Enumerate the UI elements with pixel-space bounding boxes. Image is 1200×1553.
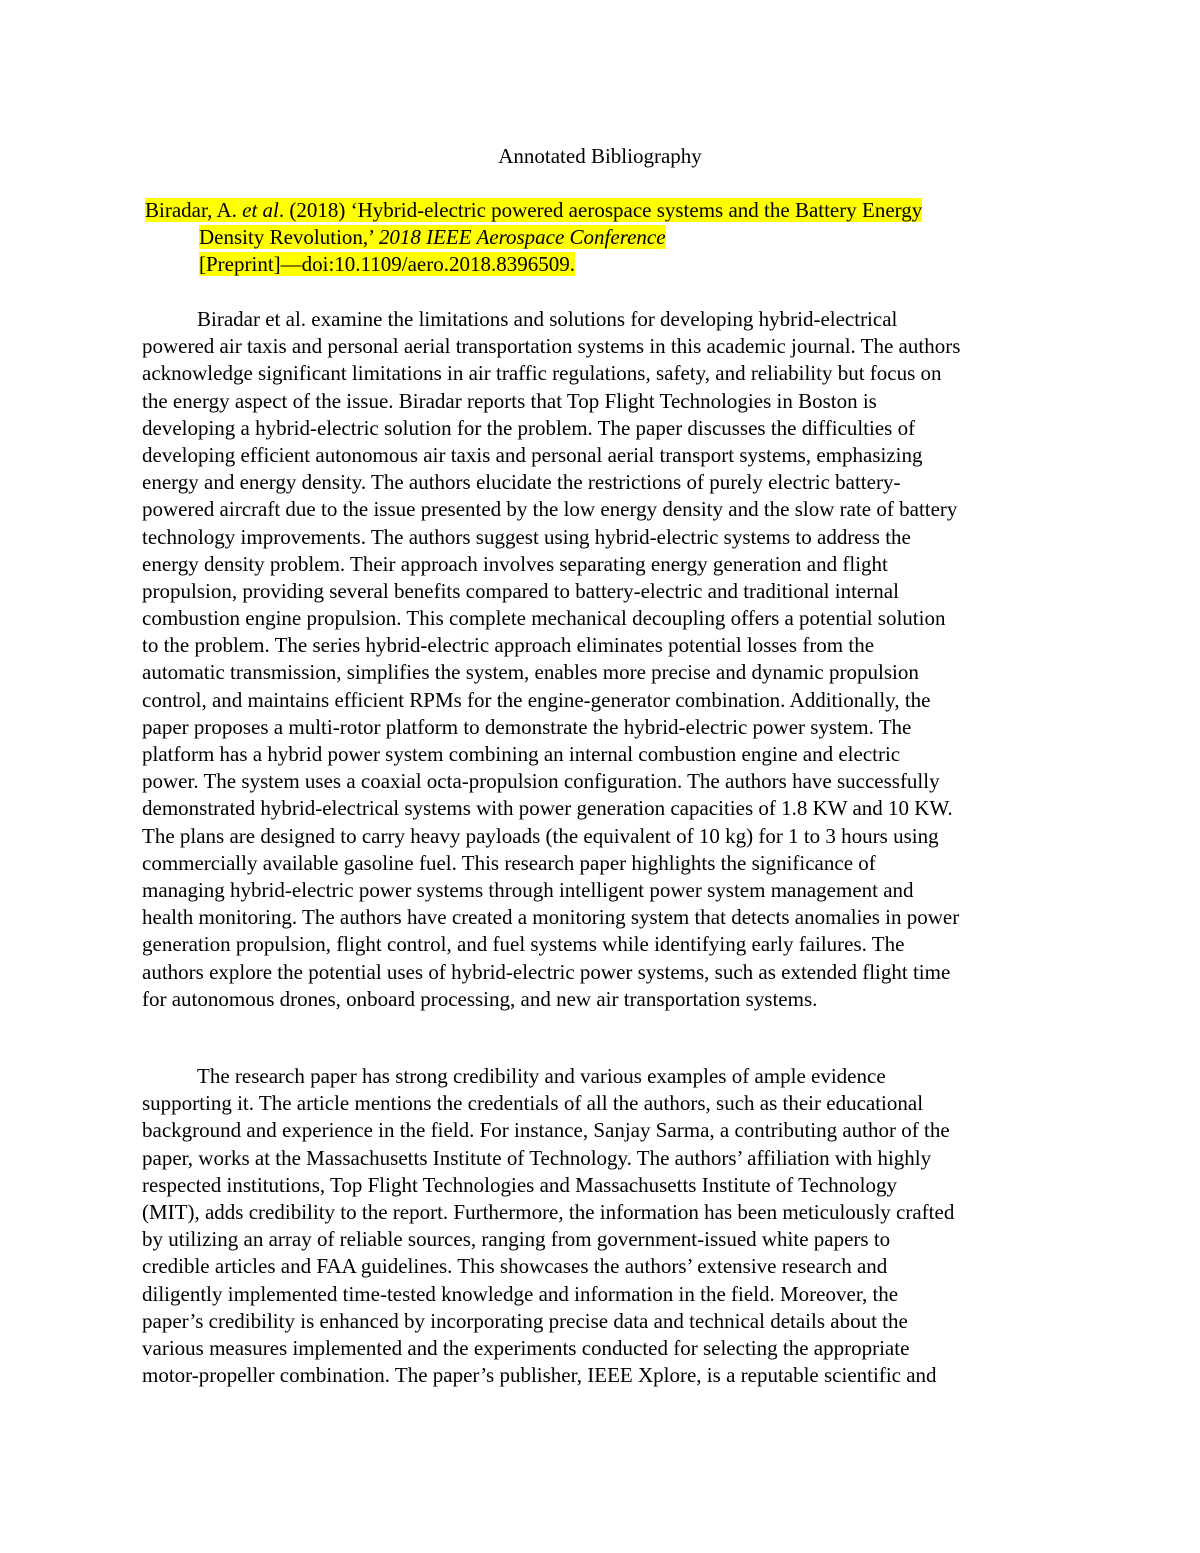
paragraph-line: The plans are designed to carry heavy payloads (the equivalent of 10 kg) for 1 to 3 hours using bbox=[142, 823, 939, 848]
paragraph-line: power. The system uses a coaxial octa-propulsion configuration. The authors have successfully bbox=[142, 769, 940, 794]
citation-etal: et al bbox=[242, 198, 279, 222]
paragraph-line: commercially available gasoline fuel. This research paper highlights the significance of bbox=[142, 850, 876, 875]
paragraph-line: combustion engine propulsion. This complete mechanical decoupling offers a potential solution bbox=[142, 606, 946, 631]
citation-highlight-2 bbox=[199, 225, 666, 249]
citation-venue: 2018 IEEE Aerospace Conference bbox=[378, 225, 666, 250]
paragraph-line: motor-propeller combination. The paper’s publisher, IEEE Xplore, is a reputable scientific and bbox=[142, 1363, 937, 1388]
paragraph-line: managing hybrid-electric power systems through intelligent power system management and bbox=[142, 877, 914, 902]
paragraph-line: generation propulsion, flight control, and fuel systems while identifying early failures. The bbox=[142, 932, 905, 957]
citation-line-3 bbox=[145, 251, 1035, 278]
paragraph-line: energy and energy density. The authors elucidate the restrictions of purely electric battery- bbox=[142, 470, 901, 495]
paragraph-line: control, and maintains efficient RPMs for the engine-generator combination. Additionally, the bbox=[142, 687, 931, 712]
paragraph-line: powered aircraft due to the issue presented by the low energy density and the slow rate of battery bbox=[142, 497, 958, 522]
citation-author: Biradar, A. bbox=[145, 198, 243, 222]
paragraph-line: paper’s credibility is enhanced by incorporating precise data and technical details about the bbox=[142, 1308, 908, 1333]
citation-highlight-1 bbox=[145, 198, 922, 222]
paragraph-line: propulsion, providing several benefits compared to battery-electric and traditional internal bbox=[142, 578, 899, 603]
paragraph-line: for autonomous drones, onboard processing, and new air transportation systems. bbox=[142, 986, 818, 1011]
paragraph-line: Biradar et al. examine the limitations and solutions for developing hybrid-electrical bbox=[197, 307, 898, 331]
paragraph-line: technology improvements. The authors suggest using hybrid-electric systems to address the bbox=[142, 524, 911, 549]
paragraph-line: The research paper has strong credibility and various examples of ample evidence bbox=[197, 1064, 886, 1088]
paragraph-line: supporting it. The article mentions the credentials of all the authors, such as their educational bbox=[142, 1091, 924, 1116]
paragraph-line: authors explore the potential uses of hybrid-electric power systems, such as extended flight time bbox=[142, 959, 951, 984]
paragraph-line: diligently implemented time-tested knowledge and information in the field. Moreover, the bbox=[142, 1281, 899, 1306]
paragraph-line: to the problem. The series hybrid-electric approach eliminates potential losses from the bbox=[142, 633, 875, 658]
paragraph-line: demonstrated hybrid-electrical systems with power generation capacities of 1.8 KW and 10 KW. bbox=[142, 796, 953, 821]
paragraph-line: the energy aspect of the issue. Biradar reports that Top Flight Technologies in Boston is bbox=[142, 388, 877, 413]
citation-doi: [Preprint]—doi:10.1109/aero.2018.8396509. bbox=[199, 252, 576, 277]
citation-line-2 bbox=[145, 224, 1035, 251]
paragraph-line: developing efficient autonomous air taxis and personal aerial transport systems, emphasizing bbox=[142, 442, 923, 467]
paragraph-line: (MIT), adds credibility to the report. Furthermore, the information has been meticulously crafted bbox=[142, 1199, 955, 1224]
paragraph-line: paper, works at the Massachusetts Institute of Technology. The authors’ affiliation with highly bbox=[142, 1145, 932, 1170]
paragraph-line: automatic transmission, simplifies the system, enables more precise and dynamic propulsion bbox=[142, 660, 919, 685]
citation-title-end: Density Revolution,’ bbox=[199, 225, 379, 250]
annotation-paragraph-summary bbox=[142, 306, 1062, 1013]
citation-entry bbox=[145, 197, 1035, 279]
paragraph-line: various measures implemented and the experiments conducted for selecting the appropriate bbox=[142, 1335, 910, 1360]
paragraph-line: respected institutions, Top Flight Technologies and Massachusetts Institute of Technology bbox=[142, 1172, 897, 1197]
paragraph-line: background and experience in the field. For instance, Sanjay Sarma, a contributing author of the bbox=[142, 1118, 950, 1143]
paragraph-line: platform has a hybrid power system combining an internal combustion engine and electric bbox=[142, 742, 901, 766]
paragraph-line: powered air taxis and personal aerial transportation systems in this academic journal. The authors bbox=[142, 334, 961, 359]
paragraph-line: by utilizing an array of reliable sources, ranging from government-issued white papers to bbox=[142, 1227, 891, 1252]
paragraph-line: acknowledge significant limitations in air traffic regulations, safety, and reliability but focus on bbox=[142, 361, 942, 386]
paragraph-line: paper proposes a multi-rotor platform to demonstrate the hybrid-electric power system. The bbox=[142, 714, 912, 739]
citation-title-part: . (2018) ‘Hybrid-electric powered aerospace systems and the Battery Energy bbox=[278, 198, 923, 222]
citation-line-1 bbox=[145, 197, 1035, 224]
annotation-paragraph-evaluation bbox=[142, 1063, 1062, 1389]
paragraph-line: health monitoring. The authors have created a monitoring system that detects anomalies in power bbox=[142, 905, 960, 930]
paragraph-line: developing a hybrid-electric solution for the problem. The paper discusses the difficulties of bbox=[142, 415, 916, 440]
paragraph-line: credible articles and FAA guidelines. This showcases the authors’ extensive research and bbox=[142, 1254, 888, 1279]
paragraph-line: energy density problem. Their approach involves separating energy generation and flight bbox=[142, 551, 888, 576]
document-title: Annotated Bibliography bbox=[498, 144, 702, 168]
